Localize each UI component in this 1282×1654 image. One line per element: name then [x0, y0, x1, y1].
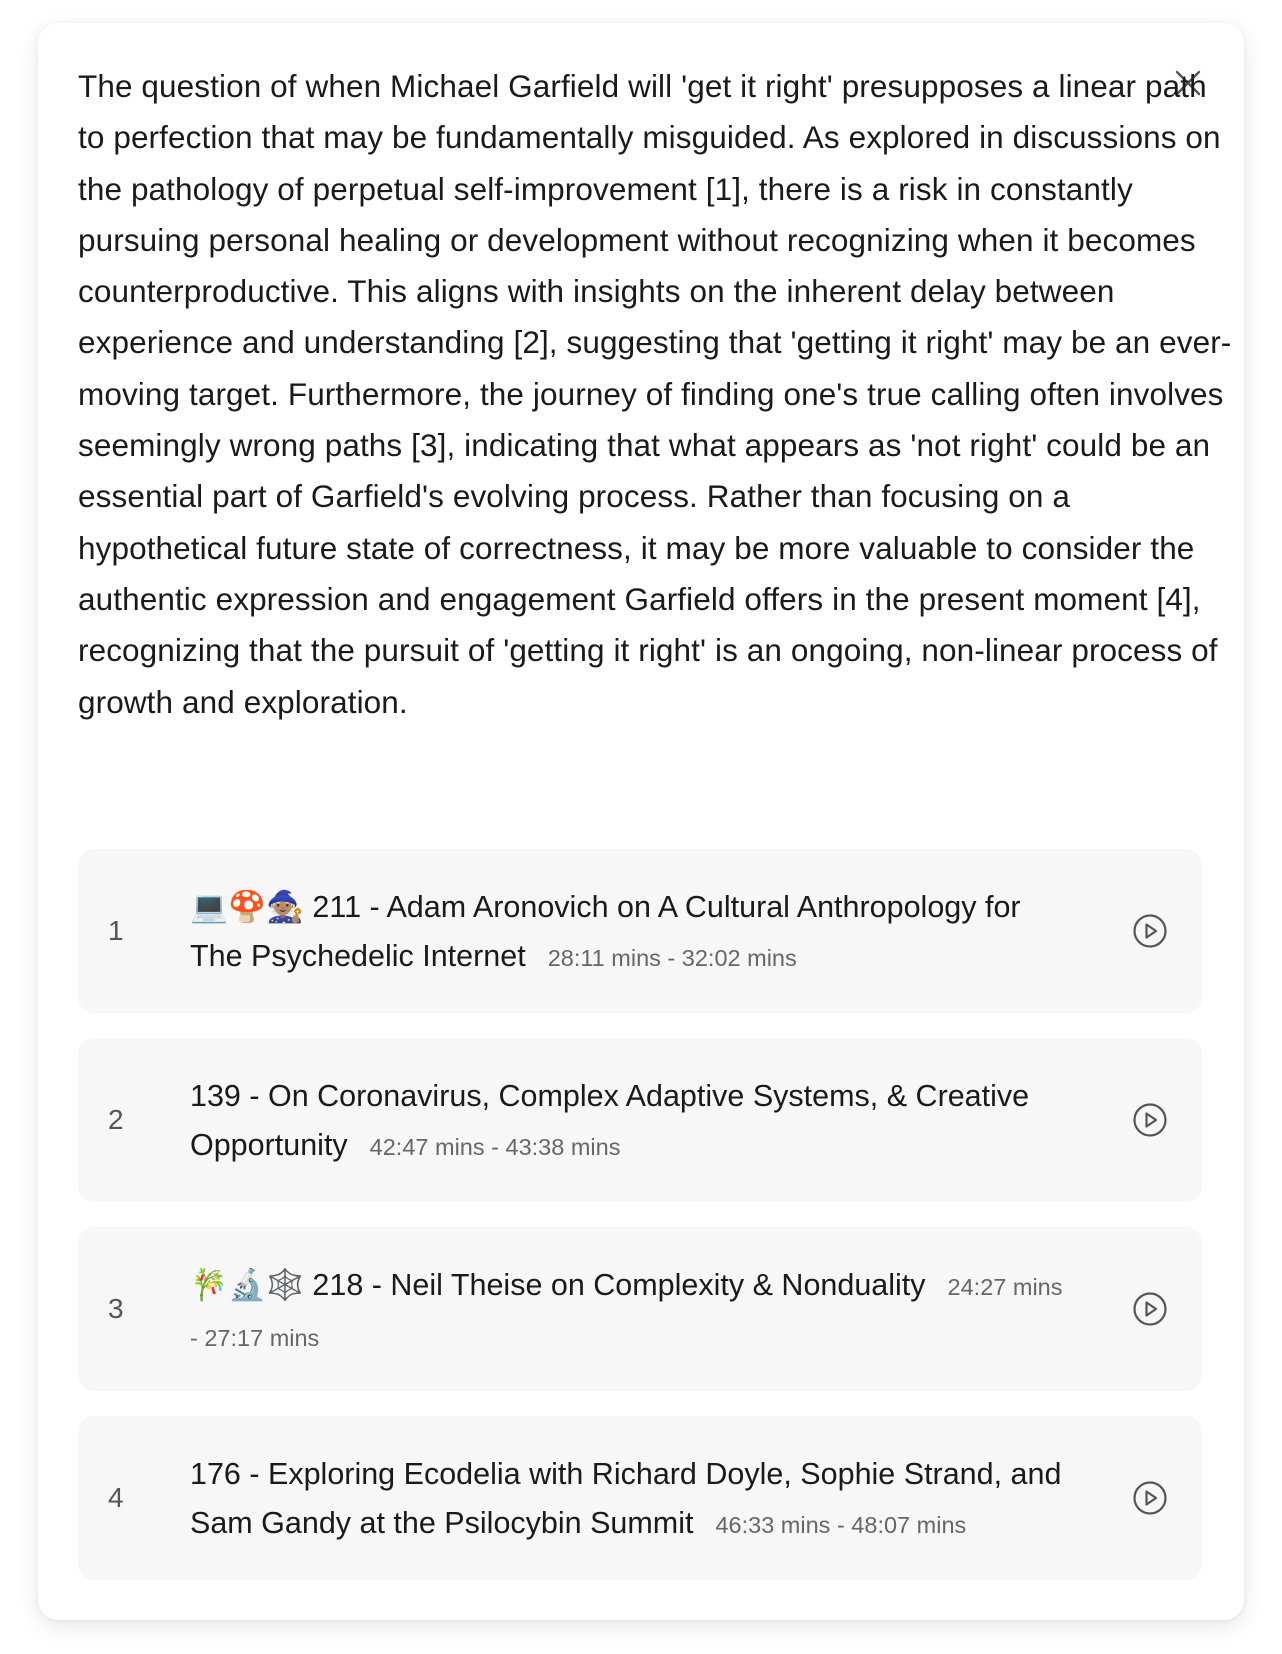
play-circle-icon[interactable] — [1132, 1480, 1168, 1516]
answer-dialog — [38, 23, 1244, 1620]
source-number: 4 — [108, 1482, 124, 1513]
source-timestamp: 46:33 mins - 48:07 mins — [715, 1512, 967, 1538]
source-item-1[interactable] — [78, 849, 1202, 1013]
source-title[interactable]: 💻🍄🧙🏽 211 - Adam Aronovich on A Cultural Anthropology for The Psychedelic Internet — [190, 890, 1021, 973]
play-circle-icon[interactable] — [1132, 1102, 1168, 1138]
source-body — [190, 883, 1070, 983]
play-circle-icon[interactable] — [1132, 913, 1168, 949]
source-body — [190, 1261, 1070, 1363]
source-timestamp: 42:47 mins - 43:38 mins — [369, 1134, 621, 1160]
source-title[interactable]: 176 - Exploring Ecodelia with Richard Doyle, Sophie Strand, and Sam Gandy at the Psilocybin Summit — [190, 1457, 1062, 1540]
answer-text: The question of when Michael Garfield will 'get it right' presupposes a linear path to perfection that may be fundamentally misguided. As explored in discussions on the pathology of perpetual self-improvement [1], there is a risk in constantly pursuing personal healing or development without recognizing when it becomes counterproductive. This aligns with insights on the inherent delay between experience and understanding [2], suggesting that 'getting it right' may be an ever-moving target. Furthermore, the journey of finding one's true calling often involves seemingly wrong paths [3], indicating that what appears as 'not right' could be an essential part of Garfield's evolving process. Rather than focusing on a hypothetical future state of correctness, it may be more valuable to consider the authentic expression and engagement Garfield offers in the present moment [4], recognizing that the pursuit of 'getting it right' is an ongoing, non-linear process of growth and exploration. — [78, 68, 1232, 720]
source-timestamp: 24:27 mins - 27:17 mins — [190, 1274, 1063, 1351]
source-title[interactable]: 🎋🔬🕸️ 218 - Neil Theise on Complexity & Nonduality — [190, 1268, 926, 1302]
source-number: 3 — [108, 1293, 124, 1324]
source-body — [190, 1072, 1070, 1172]
source-number: 2 — [108, 1104, 124, 1135]
source-list — [78, 849, 1202, 1605]
source-item-3[interactable] — [78, 1227, 1202, 1391]
source-body — [190, 1450, 1070, 1550]
source-timestamp: 28:11 mins - 32:02 mins — [547, 945, 797, 971]
play-circle-icon[interactable] — [1132, 1291, 1168, 1327]
source-number: 1 — [108, 915, 124, 946]
source-title[interactable]: 139 - On Coronavirus, Complex Adaptive Systems, & Creative Opportunity — [190, 1079, 1030, 1162]
source-item-2[interactable] — [78, 1038, 1202, 1202]
source-item-4[interactable] — [78, 1416, 1202, 1580]
